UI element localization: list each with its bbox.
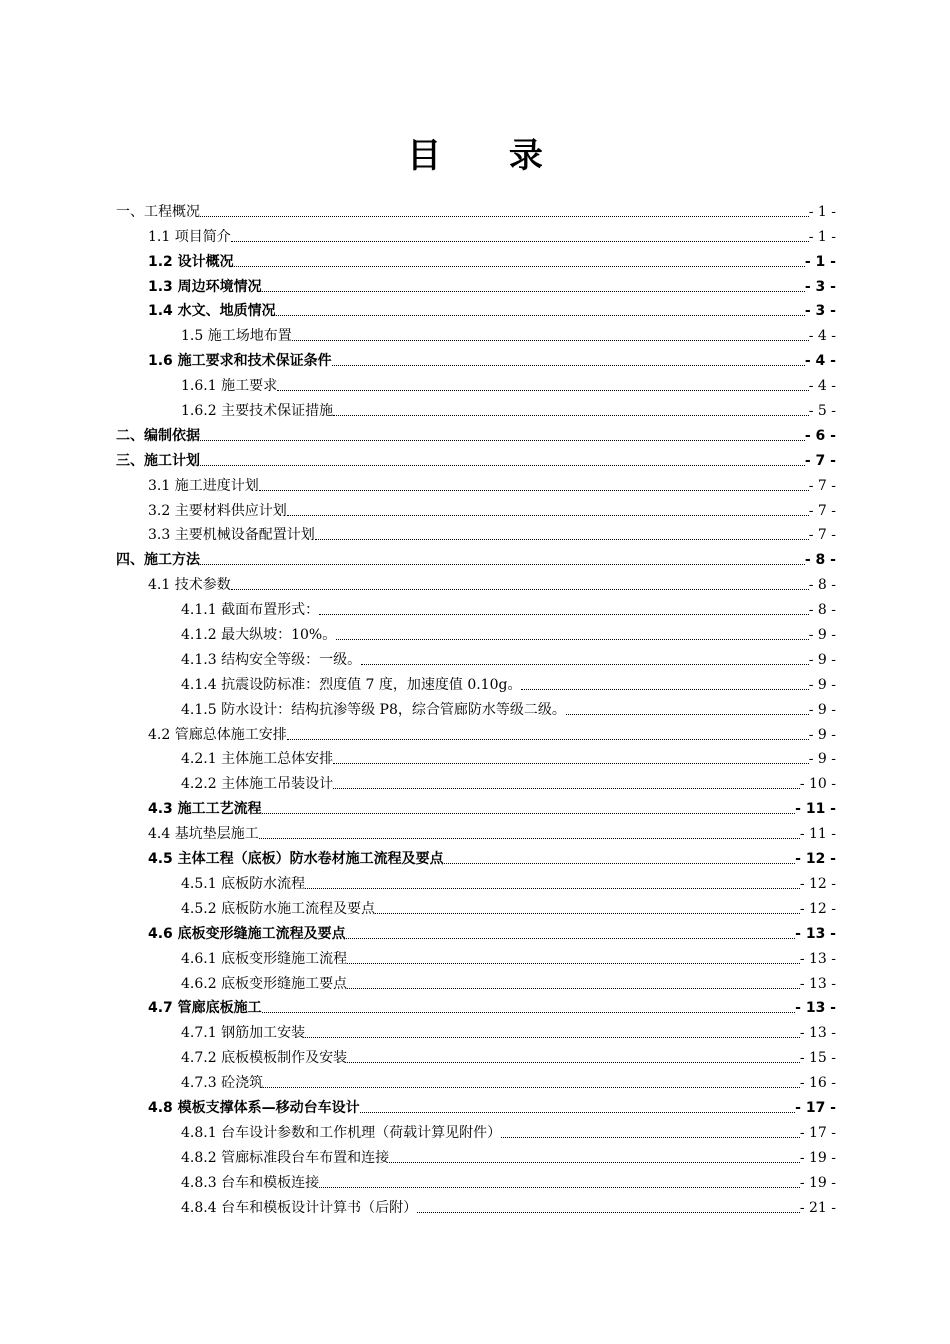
toc-entry-page-number: - 13 - (799, 975, 836, 992)
dot-leader (361, 664, 809, 665)
dot-leader (566, 714, 809, 715)
dot-leader (305, 888, 800, 889)
toc-entry-page-number: - 10 - (799, 776, 836, 793)
toc-entry[interactable] (0, 793, 950, 818)
toc-entry[interactable] (0, 420, 950, 445)
toc-entry-text: 4.1.5 防水设计：结构抗渗等级 P8，综合管廊防水等级二级。 (181, 701, 566, 718)
toc-entry-page-number: - 9 - (808, 676, 836, 693)
toc-entry-text: 4.7.1 钢筋加工安装 (181, 1025, 306, 1042)
toc-entry[interactable] (0, 818, 950, 843)
toc-entry-page-number: - 15 - (799, 1050, 836, 1067)
dot-leader (287, 515, 809, 516)
toc-entry[interactable] (0, 495, 950, 520)
toc-entry[interactable] (0, 196, 950, 221)
dot-leader (347, 1062, 800, 1063)
toc-entry[interactable] (0, 768, 950, 793)
toc-entry-page-number: - 9 - (808, 726, 836, 743)
dot-leader (501, 1137, 800, 1138)
toc-entry-text: 4.3 施工工艺流程 (148, 801, 262, 818)
toc-entry[interactable] (0, 744, 950, 769)
dot-leader (277, 390, 809, 391)
dot-leader (200, 564, 805, 565)
toc-entry[interactable] (0, 719, 950, 744)
toc-title: 目 录 (407, 136, 571, 176)
toc-entry[interactable] (0, 669, 950, 694)
toc-entry-page-number: - 7 - (808, 502, 836, 519)
dot-leader (234, 266, 805, 267)
toc-entry-page-number: - 9 - (808, 651, 836, 668)
toc-entry-text: 4.6.2 底板变形缝施工要点 (181, 975, 348, 992)
dot-leader (346, 938, 795, 939)
toc-entry-page-number: - 19 - (799, 1149, 836, 1166)
table-of-contents (0, 196, 950, 1217)
toc-entry-page-number: - 1 - (808, 203, 836, 220)
toc-entry-text: 一、工程概况 (116, 203, 200, 220)
dot-leader (200, 216, 809, 217)
toc-entry-page-number: - 12 - (799, 875, 836, 892)
toc-entry[interactable] (0, 1142, 950, 1167)
toc-entry-text: 4.1.1 截面布置形式： (181, 602, 320, 619)
toc-entry[interactable] (0, 370, 950, 395)
toc-entry[interactable] (0, 569, 950, 594)
toc-entry-page-number: - 21 - (799, 1199, 836, 1216)
dot-leader (200, 440, 805, 441)
toc-entry-text: 1.2 设计概况 (148, 253, 234, 270)
toc-entry-page-number: - 3 - (804, 278, 836, 295)
toc-entry-page-number: - 19 - (799, 1174, 836, 1191)
toc-entry-text: 4.8 模板支撑体系—移动台车设计 (148, 1099, 360, 1116)
toc-entry-text: 4.7.2 底板模板制作及安装 (181, 1050, 348, 1067)
toc-entry[interactable] (0, 594, 950, 619)
toc-entry[interactable] (0, 1192, 950, 1217)
toc-entry[interactable] (0, 345, 950, 370)
toc-entry-text: 4.8.1 台车设计参数和工作机理（荷载计算见附件） (181, 1124, 502, 1141)
toc-entry-text: 4.1.4 抗震设防标准：烈度值 7 度，加速度值 0.10g。 (181, 676, 522, 693)
toc-entry-page-number: - 9 - (808, 701, 836, 718)
toc-entry-page-number: - 13 - (795, 925, 836, 942)
toc-entry-page-number: - 4 - (804, 353, 836, 370)
dot-leader (336, 639, 809, 640)
toc-entry[interactable] (0, 694, 950, 719)
toc-entry-text: 4.1.2 最大纵坡：10%。 (181, 627, 337, 644)
dot-leader (333, 763, 809, 764)
dot-leader (319, 614, 809, 615)
dot-leader (305, 1037, 800, 1038)
dot-leader (292, 340, 809, 341)
toc-entry-text: 4.1 技术参数 (148, 577, 231, 594)
toc-entry-text: 4.5.1 底板防水流程 (181, 875, 306, 892)
toc-entry-page-number: - 8 - (804, 552, 836, 569)
toc-entry[interactable] (0, 320, 950, 345)
dot-leader (360, 1112, 795, 1113)
toc-entry-page-number: - 1 - (808, 228, 836, 245)
dot-leader (200, 465, 805, 466)
toc-entry[interactable] (0, 246, 950, 271)
toc-entry[interactable] (0, 445, 950, 470)
dot-leader (444, 863, 795, 864)
dot-leader (347, 988, 800, 989)
toc-entry-text: 4.8.3 台车和模板连接 (181, 1174, 320, 1191)
toc-entry-text: 1.5 施工场地布置 (181, 328, 292, 345)
dot-leader (332, 365, 805, 366)
toc-entry-page-number: - 17 - (795, 1099, 836, 1116)
toc-entry[interactable] (0, 520, 950, 545)
toc-entry-page-number: - 6 - (804, 427, 836, 444)
toc-entry-text: 1.6.2 主要技术保证措施 (181, 403, 334, 420)
toc-entry-page-number: - 11 - (799, 826, 836, 843)
toc-entry-text: 1.3 周边环境情况 (148, 278, 262, 295)
dot-leader (319, 1187, 800, 1188)
toc-entry-text: 4.5 主体工程（底板）防水卷材施工流程及要点 (148, 851, 444, 868)
toc-entry-text: 1.1 项目简介 (148, 228, 231, 245)
toc-entry-page-number: - 12 - (795, 851, 836, 868)
toc-entry-text: 4.2 管廊总体施工安排 (148, 726, 287, 743)
dot-leader (262, 1012, 795, 1013)
toc-entry[interactable] (0, 1117, 950, 1142)
toc-entry-text: 二、编制依据 (116, 427, 200, 444)
toc-entry-page-number: - 8 - (808, 602, 836, 619)
toc-entry[interactable] (0, 296, 950, 321)
toc-entry-page-number: - 13 - (799, 1025, 836, 1042)
dot-leader (231, 241, 809, 242)
toc-entry-text: 4.7.3 砼浇筑 (181, 1075, 264, 1092)
toc-entry[interactable] (0, 1067, 950, 1092)
toc-entry-text: 1.6.1 施工要求 (181, 378, 278, 395)
dot-leader (389, 1162, 800, 1163)
toc-entry-text: 4.7 管廊底板施工 (148, 1000, 262, 1017)
toc-entry[interactable] (0, 1017, 950, 1042)
toc-entry-text: 三、施工计划 (116, 452, 200, 469)
toc-entry[interactable] (0, 1042, 950, 1067)
toc-entry-page-number: - 13 - (799, 950, 836, 967)
toc-entry-page-number: - 4 - (808, 378, 836, 395)
toc-entry-page-number: - 4 - (808, 328, 836, 345)
dot-leader (259, 490, 809, 491)
toc-entry-page-number: - 16 - (799, 1075, 836, 1092)
toc-entry-text: 四、施工方法 (116, 552, 200, 569)
toc-entry-text: 4.2.1 主体施工总体安排 (181, 751, 334, 768)
toc-entry-page-number: - 7 - (804, 452, 836, 469)
dot-leader (333, 788, 800, 789)
toc-entry-text: 4.5.2 底板防水施工流程及要点 (181, 900, 376, 917)
toc-entry-text: 4.6 底板变形缝施工流程及要点 (148, 925, 346, 942)
dot-leader (315, 539, 809, 540)
dot-leader (231, 589, 809, 590)
toc-entry[interactable] (0, 544, 950, 569)
toc-entry-text: 3.1 施工进度计划 (148, 477, 259, 494)
toc-entry[interactable] (0, 644, 950, 669)
toc-entry[interactable] (0, 843, 950, 868)
toc-entry-page-number: - 17 - (799, 1124, 836, 1141)
toc-entry-text: 3.3 主要机械设备配置计划 (148, 527, 315, 544)
toc-entry-page-number: - 7 - (808, 527, 836, 544)
toc-entry[interactable] (0, 1167, 950, 1192)
toc-entry-page-number: - 12 - (799, 900, 836, 917)
toc-entry-page-number: - 9 - (808, 751, 836, 768)
dot-leader (347, 963, 800, 964)
dot-leader (263, 1087, 800, 1088)
toc-entry-page-number: - 3 - (804, 303, 836, 320)
toc-entry-page-number: - 5 - (808, 403, 836, 420)
dot-leader (262, 291, 805, 292)
toc-entry[interactable] (0, 1092, 950, 1117)
toc-entry[interactable] (0, 968, 950, 993)
toc-entry-text: 4.2.2 主体施工吊装设计 (181, 776, 334, 793)
toc-entry-text: 4.4 基坑垫层施工 (148, 826, 259, 843)
toc-entry[interactable] (0, 395, 950, 420)
toc-entry[interactable] (0, 271, 950, 296)
dot-leader (276, 315, 805, 316)
dot-leader (417, 1212, 800, 1213)
dot-leader (259, 838, 800, 839)
dot-leader (375, 913, 800, 914)
toc-entry[interactable] (0, 918, 950, 943)
toc-entry-page-number: - 9 - (808, 627, 836, 644)
toc-entry[interactable] (0, 893, 950, 918)
toc-entry-text: 1.4 水文、地质情况 (148, 303, 276, 320)
toc-entry-text: 1.6 施工要求和技术保证条件 (148, 353, 332, 370)
dot-leader (521, 689, 808, 690)
toc-entry-text: 4.1.3 结构安全等级：一级。 (181, 651, 362, 668)
toc-entry-page-number: - 13 - (795, 1000, 836, 1017)
toc-entry[interactable] (0, 943, 950, 968)
toc-entry-text: 3.2 主要材料供应计划 (148, 502, 287, 519)
toc-entry-page-number: - 11 - (795, 801, 836, 818)
toc-entry-text: 4.8.2 管廊标准段台车布置和连接 (181, 1149, 390, 1166)
toc-entry[interactable] (0, 868, 950, 893)
toc-entry-page-number: - 7 - (808, 477, 836, 494)
toc-entry[interactable] (0, 470, 950, 495)
toc-entry-text: 4.8.4 台车和模板设计计算书（后附） (181, 1199, 418, 1216)
toc-entry-text: 4.6.1 底板变形缝施工流程 (181, 950, 348, 967)
toc-entry[interactable] (0, 993, 950, 1018)
dot-leader (333, 415, 809, 416)
toc-entry[interactable] (0, 221, 950, 246)
dot-leader (262, 813, 795, 814)
toc-entry[interactable] (0, 619, 950, 644)
toc-entry-page-number: - 8 - (808, 577, 836, 594)
dot-leader (287, 739, 809, 740)
toc-entry-page-number: - 1 - (804, 253, 836, 270)
